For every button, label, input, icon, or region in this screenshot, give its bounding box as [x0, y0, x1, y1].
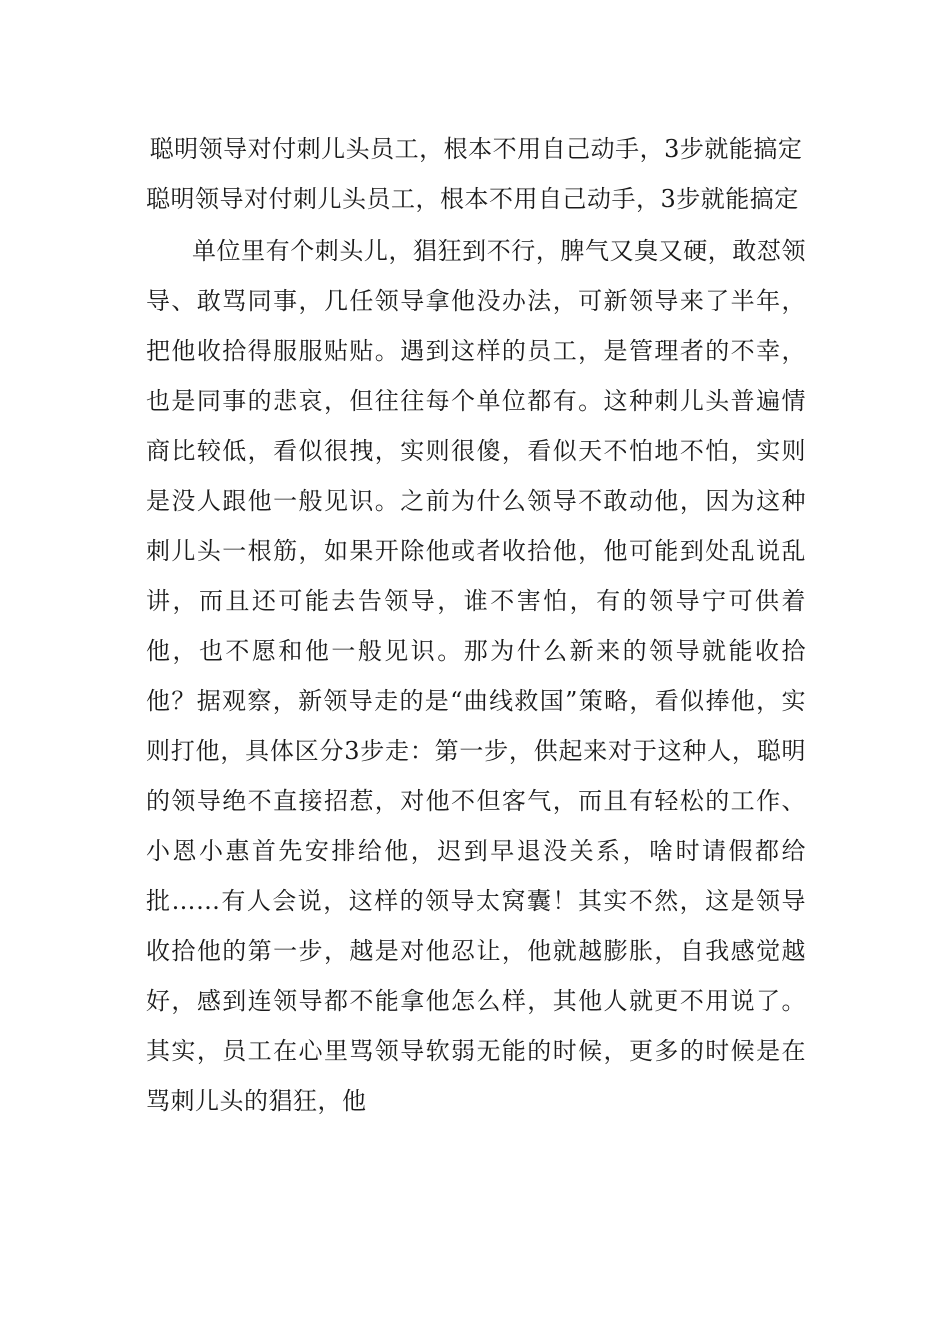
document-title: 聪明领导对付刺儿头员工，根本不用自己动手，3步就能搞定 [149, 135, 803, 163]
document-subtitle: 聪明领导对付刺儿头员工，根本不用自己动手，3步就能搞定 [146, 185, 799, 213]
document-page [146, 124, 806, 1126]
body-paragraph: 单位里有个刺头儿，猖狂到不行，脾气又臭又硬，敢怼领导、敢骂同事，几任领导拿他没办法，可新领导来了半年，把他收拾得服服贴贴。遇到这样的员工，是管理者的不幸，也是同事的悲哀，但往往每个单位都有。这种刺儿头普遍情商比较低，看似很拽，实则很傻，看似天不怕地不怕，实则是没人跟他一般见识。之前为什么领导不敢动他，因为这种刺儿头一根筋，如果开除他或者收拾他，他可能到处乱说乱讲，而且还可能去告领导，谁不害怕，有的领导宁可供着他，也不愿和他一般见识。那为什么新来的领导就能收拾他？据观察，新领导走的是“曲线救国”策略，看似捧他，实则打他，具体区分3步走：第一步，供起来对于这种人，聪明的领导绝不直接招惹，对他不但客气，而且有轻松的工作、小恩小惠首先安排给他，迟到早退没关系，啥时请假都给批……有人会说，这样的领导太窝囊！其实不然，这是领导收拾他的第一步，越是对他忍让，他就越膨胀，自我感觉越好，感到连领导都不能拿他怎么样，其他人就更不用说了。其实，员工在心里骂领导软弱无能的时候，更多的时候是在骂刺儿头的猖狂，他 [146, 237, 806, 1115]
